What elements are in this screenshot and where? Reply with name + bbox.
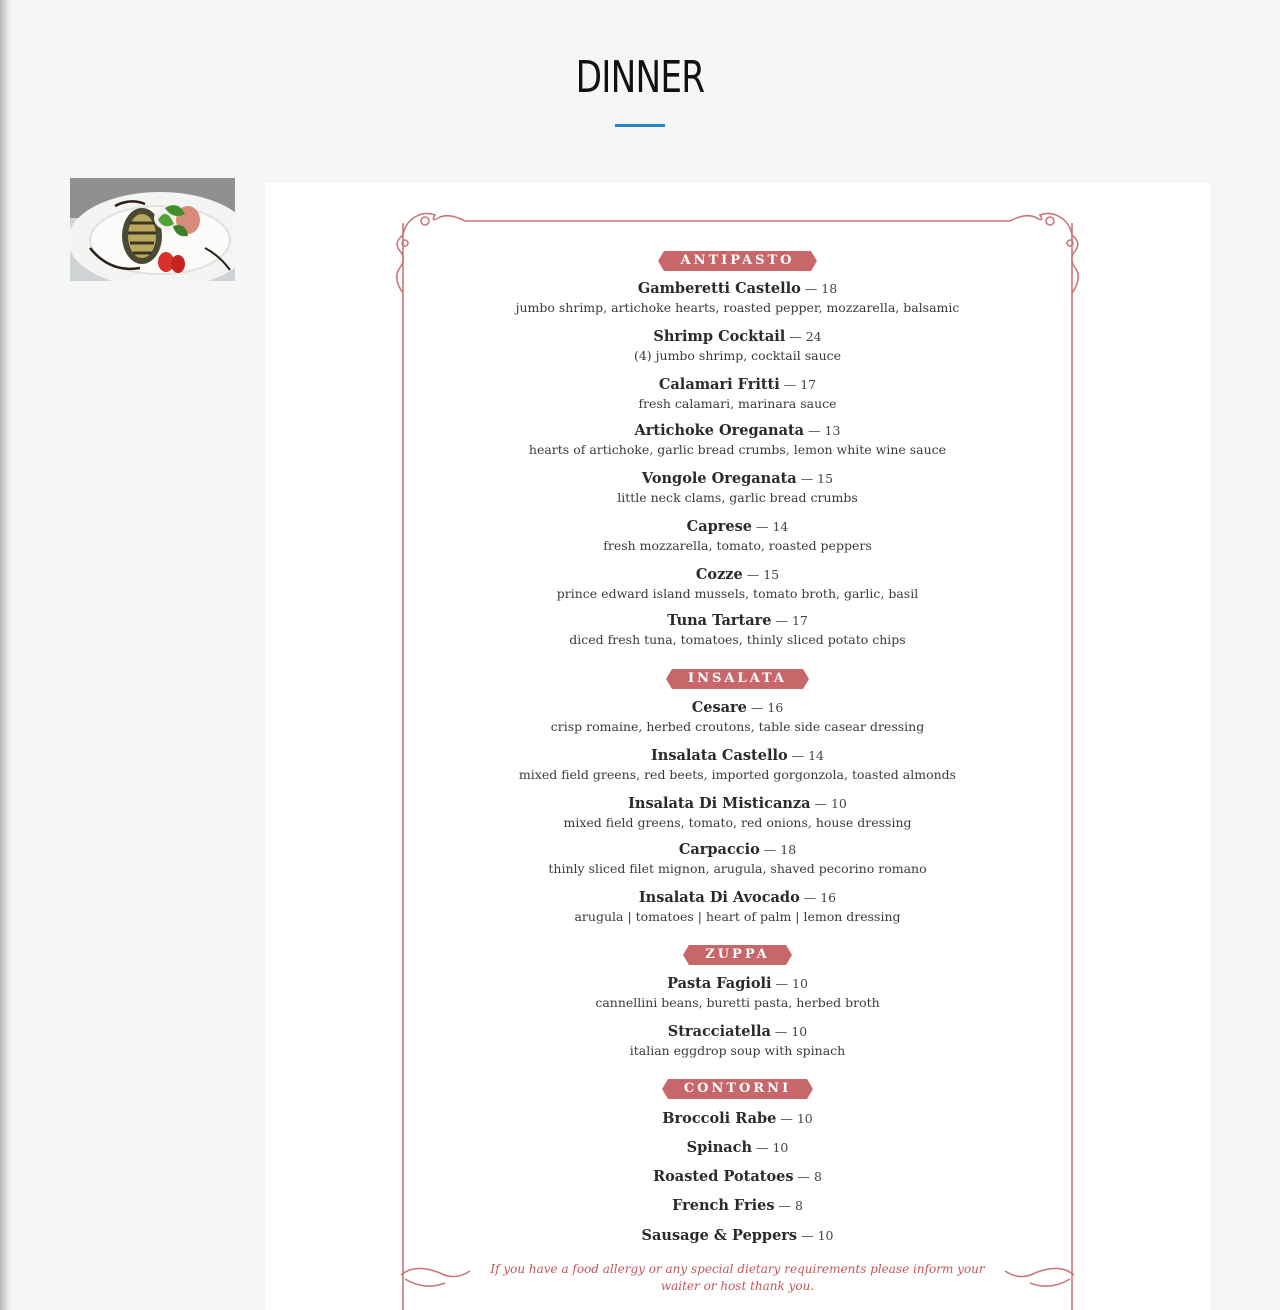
item-name: Gamberetti Castello xyxy=(637,280,801,297)
item-name: Spinach xyxy=(686,1139,753,1156)
item-name: Calamari Fritti xyxy=(658,376,780,393)
item-name: Insalata Di Misticanza xyxy=(628,795,811,812)
section-title: INSALATA xyxy=(672,669,803,689)
item-price: 15 xyxy=(817,471,834,486)
item-name: Insalata Di Avocado xyxy=(638,889,800,906)
dinner-menu-sheet xyxy=(265,183,1210,1310)
item-description: jumbo shrimp, artichoke hearts, roasted pepper, mozzarella, balsamic xyxy=(515,300,960,315)
item-price: 10 xyxy=(830,796,847,811)
item-price: 8 xyxy=(794,1198,803,1213)
menu-item: Insalata Di Misticanza — 10 mixed field greens, tomato, red onions, house dressing xyxy=(265,794,1210,832)
item-name: French Fries xyxy=(672,1197,775,1214)
item-price: 17 xyxy=(791,613,808,628)
menu-item: Carpaccio — 18 thinly sliced filet mignon, arugula, shaved pecorino romano xyxy=(265,840,1210,878)
item-price: 14 xyxy=(772,519,789,534)
item-name: Cesare xyxy=(691,699,747,716)
item-name: Artichoke Oreganata xyxy=(634,422,805,439)
item-name: Roasted Potatoes xyxy=(653,1168,794,1185)
menu-item: Insalata Castello — 14 mixed field greens, red beets, imported gorgonzola, toasted almonds xyxy=(265,746,1210,784)
menu-item: Vongole Oreganata — 15 little neck clams, garlic bread crumbs xyxy=(265,469,1210,507)
title-underline xyxy=(615,124,665,127)
item-price: 10 xyxy=(772,1140,789,1155)
menu-item: Artichoke Oreganata — 13 hearts of artichoke, garlic bread crumbs, lemon white wine sauce xyxy=(265,421,1210,459)
section-title: CONTORNI xyxy=(668,1079,807,1099)
page-title: DINNER xyxy=(575,52,705,103)
allergy-disclaimer: If you have a food allergy or any special dietary requirements please inform your waiter or host thank you. xyxy=(490,1262,985,1293)
section-title: ZUPPA xyxy=(689,945,786,965)
item-price: 10 xyxy=(817,1228,834,1243)
menu-item: Insalata Di Avocado — 16 arugula | tomatoes | heart of palm | lemon dressing xyxy=(265,888,1210,926)
menu-item: Sausage & Peppers — 10 xyxy=(641,1227,834,1244)
item-description: cannellini beans, buretti pasta, herbed broth xyxy=(595,995,880,1010)
item-price: 14 xyxy=(808,748,824,763)
item-price: 18 xyxy=(821,281,838,296)
item-description: fresh mozzarella, tomato, roasted peppers xyxy=(603,538,872,553)
item-description: (4) jumbo shrimp, cocktail sauce xyxy=(633,348,842,363)
item-description: italian eggdrop soup with spinach xyxy=(629,1043,846,1058)
item-name: Shrimp Cocktail xyxy=(653,328,786,345)
menu-item: Gamberetti Castello — 18 jumbo shrimp, artichoke hearts, roasted pepper, mozzarella, balsamic xyxy=(265,279,1210,317)
item-price: 10 xyxy=(791,1024,808,1039)
item-name: Caprese xyxy=(686,518,752,535)
item-price: 16 xyxy=(820,890,837,905)
item-name: Vongole Oreganata xyxy=(641,470,797,487)
menu-item: Cozze — 15 prince edward island mussels, tomato broth, garlic, basil xyxy=(265,565,1210,603)
item-price: 18 xyxy=(780,842,797,857)
item-name: Carpaccio xyxy=(678,841,760,858)
item-description: diced fresh tuna, tomatoes, thinly sliced potato chips xyxy=(569,632,906,647)
menu-item: Pasta Fagioli — 10 cannellini beans, buretti pasta, herbed broth xyxy=(265,974,1210,1012)
item-price: 17 xyxy=(800,377,817,392)
item-price: 16 xyxy=(767,700,784,715)
item-price: 10 xyxy=(796,1111,813,1126)
item-description: crisp romaine, herbed croutons, table side casear dressing xyxy=(550,719,925,734)
section-title: ANTIPASTO xyxy=(664,251,810,271)
item-description: mixed field greens, tomato, red onions, house dressing xyxy=(563,815,912,830)
menu-item: Spinach — 10 xyxy=(686,1139,789,1156)
menu-item: Caprese — 14 fresh mozzarella, tomato, roasted peppers xyxy=(265,517,1210,555)
item-name: Sausage & Peppers xyxy=(641,1227,798,1244)
item-name: Tuna Tartare xyxy=(667,612,772,629)
left-edge-shadow xyxy=(0,0,12,1310)
item-name: Stracciatella xyxy=(667,1023,771,1040)
item-name: Insalata Castello xyxy=(651,747,788,764)
item-name: Cozze xyxy=(695,566,743,583)
food-photo-image xyxy=(70,178,235,281)
item-name: Broccoli Rabe xyxy=(662,1110,777,1127)
menu-item: Calamari Fritti — 17 fresh calamari, marinara sauce xyxy=(265,375,1210,413)
item-description: fresh calamari, marinara sauce xyxy=(638,396,837,411)
menu-item: Roasted Potatoes — 8 xyxy=(653,1168,822,1185)
menu-item: Broccoli Rabe — 10 xyxy=(662,1110,813,1127)
item-price: 10 xyxy=(792,976,808,991)
menu-item: Tuna Tartare — 17 diced fresh tuna, tomatoes, thinly sliced potato chips xyxy=(265,611,1210,649)
section-banner-antipasto xyxy=(265,249,1210,271)
item-name: Pasta Fagioli xyxy=(667,975,772,992)
item-description: thinly sliced filet mignon, arugula, shaved pecorino romano xyxy=(548,861,927,876)
item-price: 13 xyxy=(824,423,841,438)
menu-item: Cesare — 16 crisp romaine, herbed croutons, table side casear dressing xyxy=(265,698,1210,736)
item-price: 8 xyxy=(813,1169,822,1184)
section-banner-contorni xyxy=(265,1077,1210,1099)
item-description: prince edward island mussels, tomato broth, garlic, basil xyxy=(556,586,919,601)
item-description: hearts of artichoke, garlic bread crumbs, lemon white wine sauce xyxy=(528,442,947,457)
section-banner-zuppa xyxy=(265,943,1210,965)
item-description: mixed field greens, red beets, imported gorgonzola, toasted almonds xyxy=(518,767,957,782)
menu-item: French Fries — 8 xyxy=(672,1197,803,1214)
item-description: little neck clams, garlic bread crumbs xyxy=(617,490,858,505)
item-price: 24 xyxy=(805,329,822,344)
menu-item: Shrimp Cocktail — 24 (4) jumbo shrimp, cocktail sauce xyxy=(265,327,1210,365)
menu-thumbnail-photo[interactable] xyxy=(70,178,235,281)
menu-content xyxy=(265,183,1210,1310)
section-banner-insalata xyxy=(265,667,1210,689)
item-description: arugula | tomatoes | heart of palm | lemon dressing xyxy=(574,909,901,924)
item-price: 15 xyxy=(763,567,780,582)
menu-item: Stracciatella — 10 italian eggdrop soup with spinach xyxy=(265,1022,1210,1060)
